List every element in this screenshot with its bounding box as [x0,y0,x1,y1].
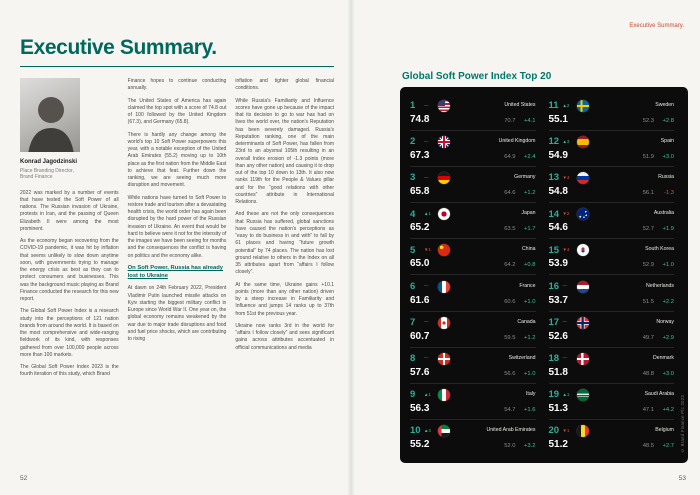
score-2023: 55.2 [410,438,430,450]
row-header-line [549,281,675,293]
author-role [20,168,119,181]
country-name: France [519,282,536,289]
index-table-row [549,131,675,167]
country-name: South Korea [645,246,674,253]
index-table-row [549,312,675,348]
index-column-left [410,95,536,455]
row-header-line [549,353,675,365]
text-col-3-body [235,78,334,352]
score-change: +2.8 [662,118,674,125]
score-change: +1.0 [524,370,536,377]
page-number-right: 53 [678,475,686,482]
country-name: United Kingdom [498,138,536,145]
body-paragraph: The Global Soft Power Index 2023 is the fourth iteration of this study, which Brand [20,364,119,378]
country-flag-icon [577,317,589,329]
country-name: Norway [656,318,674,325]
text-col-1-body [20,190,119,379]
row-score-line [410,223,536,233]
index-table-row [410,420,536,455]
score-2022: 64.2 [504,262,516,269]
rank-number: 3 [410,172,416,184]
country-flag-icon [577,208,589,220]
country-name: United Arab Emirates [486,426,536,433]
rank-movement-indicator: — [562,355,567,361]
country-name: Germany [514,174,536,181]
rank-number: 17 [548,316,560,328]
rank-number: 15 [548,244,560,256]
score-2023: 56.3 [410,402,430,414]
body-paragraph: And these are not the only consequences that Russia has suffered, global sanctions have caused the nation’s perceptions as “easy to do business in and with” to fall by 61 places and having “future growth potential” by 74 places. The nation has lost ground relative to others in the Index on all 35 attributes apart from “affairs I follow closely”. [235,211,335,276]
running-header: Executive Summary. [629,23,684,29]
score-change: +3.2 [524,442,536,449]
rank-movement-indicator: — [424,355,429,361]
row-score-line [549,332,675,342]
author-org: Brand Finance [20,174,53,181]
author-photo [20,78,80,152]
score-2022: 70.7 [504,118,516,125]
score-change: +1.6 [524,406,536,413]
rank-movement-indicator: ▼4 [562,175,570,181]
score-change: +3.0 [662,154,674,161]
score-2022: 52.7 [642,226,654,233]
country-flag-icon [438,208,450,220]
country-flag-icon [577,244,589,256]
body-paragraph: At dawn on 24th February 2022, President Vladimir Putin launched missile attacks on Kyiv starting the biggest military conflict in Europe since World War II. One year on, the global economy remains weakened by the war due to major trade disruptions and food and fuel price shocks, which are contributing to rising [127,285,227,343]
score-2022: 54.7 [504,406,516,413]
score-2023: 65.0 [410,258,430,270]
rank-movement-indicator: ▼1 [424,247,431,253]
score-2023: 52.6 [548,330,568,342]
score-2023: 74.8 [410,114,430,126]
country-name: Spain [660,138,674,145]
body-paragraph: At the same time, Ukraine gains +10.1 points (more than any other nation) driven by a steep increase in Familiarity and Influence and jumps 14 ranks up to 37th from 51st the previous year. [235,281,335,317]
rank-movement-indicator: ▲1 [424,391,431,397]
rank-movement-indicator: ▲1 [424,211,431,217]
score-2022: 48.8 [642,370,654,377]
score-2023: 65.2 [410,222,430,234]
row-score-line [549,296,675,306]
score-change: +2.9 [662,334,674,341]
score-2023: 53.9 [548,258,568,270]
score-2023: 65.8 [410,186,430,198]
body-paragraph: While nations have turned to Soft Power to restore trade and tourism after a devastating health crisis, the world order has again been disrupted by the hard power of the Russian invasion of Ukraine. An event that would be hard to believe were it not for the intensity of the images we have been seeing for months and the consequences the conflict is having on politics and the economy alike. [127,194,227,259]
score-2022: 47.1 [642,406,654,413]
score-2022: 52.9 [642,262,654,269]
index-table-row [410,95,536,131]
text-col-2-body-a [128,78,227,260]
rank-number: 2 [410,136,416,148]
text-column-3 [235,78,334,466]
body-columns [20,78,334,466]
row-header-line [549,425,675,437]
score-change: +2.2 [662,298,674,305]
score-2022: 49.7 [642,334,654,341]
rank-movement-indicator: ▲3 [562,138,570,144]
index-table-row [410,312,536,348]
rank-number: 19 [548,389,560,401]
index-table-row [410,239,536,275]
text-col-2-body-b [128,285,227,343]
score-2022: 51.5 [642,298,654,305]
body-paragraph: Finance hopes to continue conducting annually. [127,78,227,92]
row-header-line [410,317,536,329]
row-score-line [410,115,536,125]
index-table-row [410,384,536,420]
row-score-line [549,404,675,414]
index-column-right [549,95,675,455]
country-name: Australia [653,210,674,217]
score-change: +2.7 [662,442,674,449]
score-change: +1.0 [662,262,674,269]
country-flag-icon [438,244,450,256]
text-column-1 [20,78,119,466]
rank-number: 16 [548,280,560,292]
row-header-line [549,136,675,148]
page-title: Executive Summary. [20,36,217,59]
score-change: +4.2 [662,406,674,413]
text-column-2 [128,78,227,466]
row-score-line [549,151,675,161]
row-header-line [549,244,675,256]
country-flag-icon [438,425,450,437]
country-name: Italy [525,390,536,397]
country-flag-icon [577,136,589,148]
row-score-line [549,368,675,378]
copyright-notice: © Brand Finance Plc 2023 [680,394,685,453]
body-paragraph: There is hardly any change among the world’s top 10 Soft Power superpowers this year, with a notable exception of the United Arab Emirates (55.2) moving up to 10th place as the first nation from the Middle East to achieve that feat. Further down the ranking, we are seeing much more disruption and movement. [127,131,227,189]
score-2023: 55.1 [548,114,568,126]
score-2022: 64.9 [504,154,516,161]
row-score-line [410,187,536,197]
row-header-line [410,136,536,148]
country-flag-icon [577,353,589,365]
row-header-line [410,100,536,112]
country-name: United States [504,102,536,109]
row-header-line [549,208,675,220]
score-2022: 56.6 [504,370,516,377]
index-table-row [410,275,536,311]
score-2023: 54.6 [548,222,568,234]
country-flag-icon [438,172,450,184]
rank-movement-indicator: ▲4 [424,427,431,433]
score-2022: 63.5 [504,226,516,233]
index-table-row [410,203,536,239]
body-paragraph: The United States of America has again claimed the top spot with a score of 74.8 out of 100 followed by the United Kingdom (67.3), and Germany (65.8). [127,97,227,126]
body-paragraph: The Global Soft Power Index is a research study into the perceptions of 121 nation brands from around the world. It is based on the most comprehensive and wide-ranging fieldwork of its kind, with responses gathered from over 100,000 people across more than 100 markets. [20,308,119,358]
row-header-line [549,317,675,329]
row-header-line [410,425,536,437]
body-paragraph: As the economy began recovering from the COVID-19 pandemic, it was hit by inflation that seems unlikely to slow down anytime soon, with governments trying to manage the energy crisis as best as they can to protect consumers and businesses. This was the background music playing as Brand Finance conducted the research for this new report. [20,238,119,303]
country-flag-icon [577,281,589,293]
row-score-line [410,296,536,306]
row-header-line [549,389,675,401]
score-change: +1.2 [524,334,536,341]
body-paragraph: Ukraine now ranks 3rd in the world for “affairs I follow closely” and sees significant gains across attributes accentuated in official communications and media [235,322,335,351]
row-score-line [410,404,536,414]
country-flag-icon [438,100,450,112]
country-flag-icon [577,389,589,401]
rank-number: 20 [548,425,560,437]
rank-number: 1 [410,100,416,112]
score-2023: 54.8 [548,186,568,198]
country-flag-icon [438,353,450,365]
country-name: Saudi Arabia [644,390,674,397]
score-change: -1.3 [664,190,674,197]
soft-power-index-panel [400,87,688,463]
country-name: Netherlands [646,282,674,289]
country-name: China [521,246,536,253]
score-change: +2.4 [524,154,536,161]
score-2022: 51.9 [642,154,654,161]
row-header-line [549,100,675,112]
index-table-row [549,95,675,131]
score-2023: 60.7 [410,330,430,342]
country-name: Japan [521,210,536,217]
rank-movement-indicator: — [562,319,567,325]
row-score-line [549,187,675,197]
title-divider [20,66,334,67]
rank-movement-indicator: — [424,319,429,325]
score-2023: 67.3 [410,150,430,162]
index-table-row [549,239,675,275]
author-portrait-silhouette [20,84,80,152]
country-flag-icon [438,317,450,329]
score-change: +1.0 [524,298,536,305]
body-paragraph: inflation and tighter global financial conditions. [235,78,335,92]
row-score-line [410,151,536,161]
rank-movement-indicator: — [424,283,429,289]
score-change: +4.1 [524,118,536,125]
rank-number: 11 [548,100,559,112]
rank-number: 14 [548,208,560,220]
index-panel-title: Global Soft Power Index Top 20 [402,71,552,82]
country-flag-icon [577,425,589,437]
score-2022: 56.1 [642,190,654,197]
right-page [350,0,700,495]
rank-number: 12 [548,136,560,148]
country-flag-icon [438,389,450,401]
row-header-line [410,281,536,293]
rank-number: 13 [548,172,560,184]
score-2022: 52.3 [642,118,654,125]
score-change: +1.7 [524,226,536,233]
country-name: Canada [517,318,536,325]
rank-movement-indicator: ▼4 [562,247,570,253]
page-number-left: 52 [20,475,28,482]
row-score-line [410,332,536,342]
row-score-line [410,368,536,378]
row-score-line [549,440,675,450]
rank-movement-indicator: ▼1 [562,427,570,433]
score-2023: 51.8 [548,366,568,378]
rank-number: 8 [410,352,416,364]
row-header-line [410,244,536,256]
rank-number: 7 [410,316,416,328]
author-role-line: Place Branding Director, [20,167,74,174]
row-score-line [549,115,675,125]
row-header-line [549,172,675,184]
score-2022: 59.5 [504,334,516,341]
score-2023: 53.7 [548,294,568,306]
country-flag-icon [577,172,589,184]
score-2023: 54.9 [548,150,568,162]
row-header-line [410,389,536,401]
index-table-row [549,275,675,311]
score-change: +1.2 [524,190,536,197]
row-score-line [549,259,675,269]
index-table-row [410,131,536,167]
index-table-row [410,348,536,384]
score-2023: 57.6 [410,366,430,378]
index-table-row [549,420,675,455]
row-score-line [410,259,536,269]
rank-number: 5 [410,244,416,256]
score-change: +0.8 [524,262,536,269]
country-flag-icon [438,281,450,293]
section-subheading: On Soft Power, Russia has already lost to Ukraine [127,264,224,279]
index-table-row [549,348,675,384]
rank-movement-indicator: ▲2 [562,102,570,108]
author-name: Konrad Jagodzinski [20,159,78,165]
score-2023: 61.6 [410,294,430,306]
rank-number: 18 [548,352,560,364]
country-name: Switzerland [508,354,536,361]
score-2023: 51.2 [548,438,568,450]
row-score-line [549,223,675,233]
body-paragraph: 2022 was marked by a number of events that have tested the Soft Power of all nations. The Russian invasion of Ukraine, protests in Iran, and the passing of Queen Elizabeth II were among the most prominent. [20,189,119,232]
index-table-row [410,167,536,203]
rank-number: 6 [410,280,416,292]
country-name: Sweden [655,102,674,109]
rank-movement-indicator: — [424,175,429,181]
row-header-line [410,208,536,220]
rank-movement-indicator: — [562,283,567,289]
score-change: +3.0 [662,370,674,377]
country-flag-icon [577,100,589,112]
score-change: +1.9 [662,226,674,233]
country-name: Russia [658,174,674,181]
score-2022: 48.5 [642,442,654,449]
row-score-line [410,440,536,450]
country-name: Belgium [655,426,674,433]
rank-movement-indicator: — [424,102,429,108]
rank-movement-indicator: ▲1 [562,391,570,397]
score-2022: 60.6 [504,298,516,305]
rank-number: 4 [410,208,416,220]
row-header-line [410,172,536,184]
index-table-row [549,384,675,420]
rank-number: 10 [410,425,421,437]
row-header-line [410,353,536,365]
index-table-row [549,167,675,203]
body-paragraph: While Russia’s Familiarity and Influence scores have gone up because of the impact that its decision to go to war has had on lives the world over, the nation’s Reputation has been severely damaged. Russia’s Reputation ranking, one of the main determinants of Soft Power, has fallen from 23rd to an abysmal 105th resulting in an overall Index erosion of -1.3 points (more than any other nation) and causing it to drop out of the top 10 down to 13th. It also now ranks 119th for the People & Values pillar and for the “good relations with other countries” attribute in International Relations. [235,97,335,205]
rank-number: 9 [410,389,416,401]
score-2022: 64.6 [504,190,516,197]
rank-movement-indicator: ▼2 [562,211,570,217]
country-flag-icon [438,136,450,148]
index-table-row [549,203,675,239]
rank-movement-indicator: — [424,138,429,144]
score-2023: 51.3 [548,402,568,414]
score-2022: 52.0 [504,442,516,449]
country-name: Denmark [652,354,674,361]
